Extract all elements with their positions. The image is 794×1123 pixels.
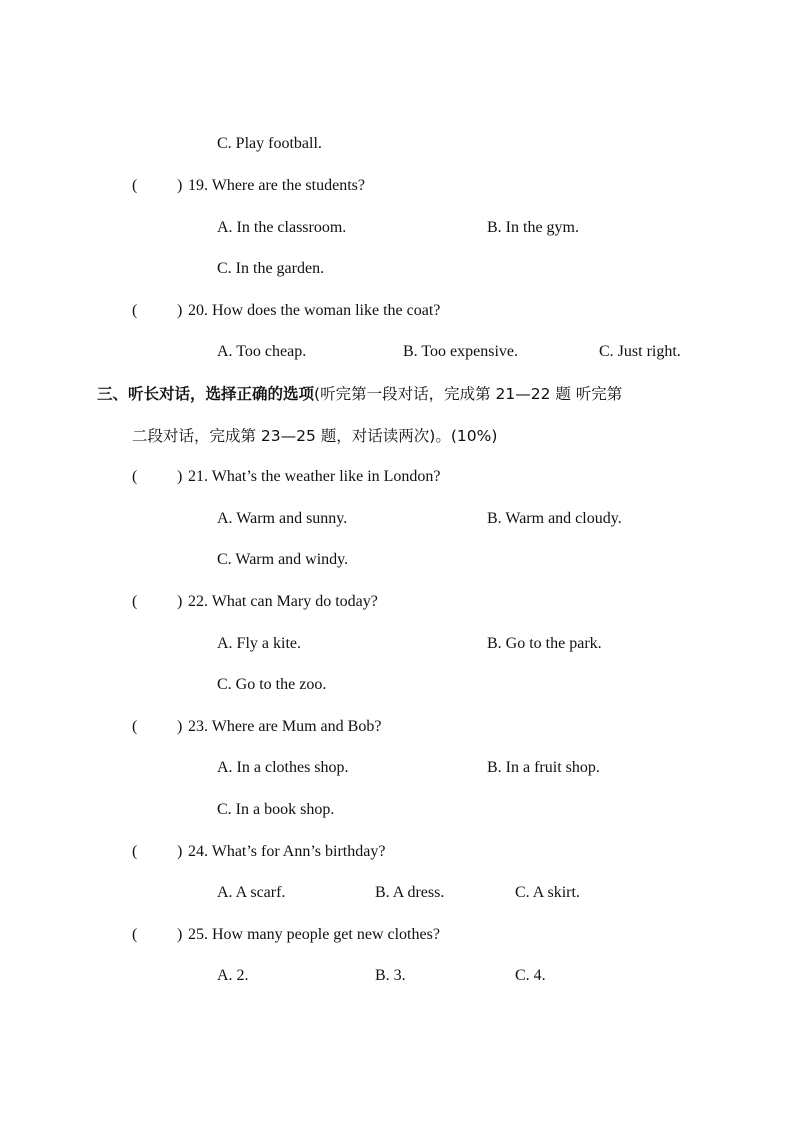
q20-answer-bracket-close: ) xyxy=(177,302,183,319)
q25-answer-bracket-close: ) xyxy=(177,926,183,943)
q25-stem: 25. How many people get new clothes? xyxy=(188,926,440,943)
q24-option-b: B. A dress. xyxy=(375,884,445,901)
q25-option-b: B. 3. xyxy=(375,967,406,984)
q19-answer-bracket-close: ) xyxy=(177,177,183,194)
section-3-instructions-line1: (听完第一段对话，完成第 21—22 题 听完第 xyxy=(314,385,623,403)
section-3-title: 三、听长对话，选择正确的选项 xyxy=(97,385,315,403)
q21-option-b: B. Warm and cloudy. xyxy=(487,510,622,527)
q22-answer-bracket-open[interactable]: ( xyxy=(132,593,138,610)
q24-answer-bracket-close: ) xyxy=(177,843,183,860)
q22-stem: 22. What can Mary do today? xyxy=(188,593,378,610)
q19-option-a: A. In the classroom. xyxy=(217,219,347,236)
q20-option-b: B. Too expensive. xyxy=(403,343,519,360)
q21-option-c: C. Warm and windy. xyxy=(217,551,349,568)
q19-option-b: B. In the gym. xyxy=(487,219,579,236)
q24-option-a: A. A scarf. xyxy=(217,884,286,901)
q21-stem: 21. What’s the weather like in London? xyxy=(188,468,441,485)
q23-answer-bracket-close: ) xyxy=(177,718,183,735)
q20-option-c: C. Just right. xyxy=(599,343,681,360)
q21-answer-bracket-open[interactable]: ( xyxy=(132,468,138,485)
q20-answer-bracket-open[interactable]: ( xyxy=(132,302,138,319)
q21-answer-bracket-close: ) xyxy=(177,468,183,485)
q25-option-c: C. 4. xyxy=(515,967,546,984)
q25-answer-bracket-open[interactable]: ( xyxy=(132,926,138,943)
q22-option-a: A. Fly a kite. xyxy=(217,635,301,652)
q23-option-c: C. In a book shop. xyxy=(217,801,335,818)
q19-stem: 19. Where are the students? xyxy=(188,177,365,194)
q24-stem: 24. What’s for Ann’s birthday? xyxy=(188,843,386,860)
section-3-heading xyxy=(97,384,622,405)
q23-stem: 23. Where are Mum and Bob? xyxy=(188,718,382,735)
q22-answer-bracket-close: ) xyxy=(177,593,183,610)
q21-option-a: A. Warm and sunny. xyxy=(217,510,348,527)
section-3-instructions-line2: 二段对话，完成第 23—25 题，对话读两次)。(10%) xyxy=(132,427,498,445)
q23-answer-bracket-open[interactable]: ( xyxy=(132,718,138,735)
q25-option-a: A. 2. xyxy=(217,967,249,984)
q19-answer-bracket-open[interactable]: ( xyxy=(132,177,138,194)
q23-option-b: B. In a fruit shop. xyxy=(487,759,600,776)
q22-option-b: B. Go to the park. xyxy=(487,635,602,652)
q22-option-c: C. Go to the zoo. xyxy=(217,676,327,693)
q18-option-c: C. Play football. xyxy=(217,135,322,152)
q19-option-c: C. In the garden. xyxy=(217,260,325,277)
q23-option-a: A. In a clothes shop. xyxy=(217,759,349,776)
q20-stem: 20. How does the woman like the coat? xyxy=(188,302,441,319)
q24-option-c: C. A skirt. xyxy=(515,884,580,901)
q20-option-a: A. Too cheap. xyxy=(217,343,307,360)
q24-answer-bracket-open[interactable]: ( xyxy=(132,843,138,860)
